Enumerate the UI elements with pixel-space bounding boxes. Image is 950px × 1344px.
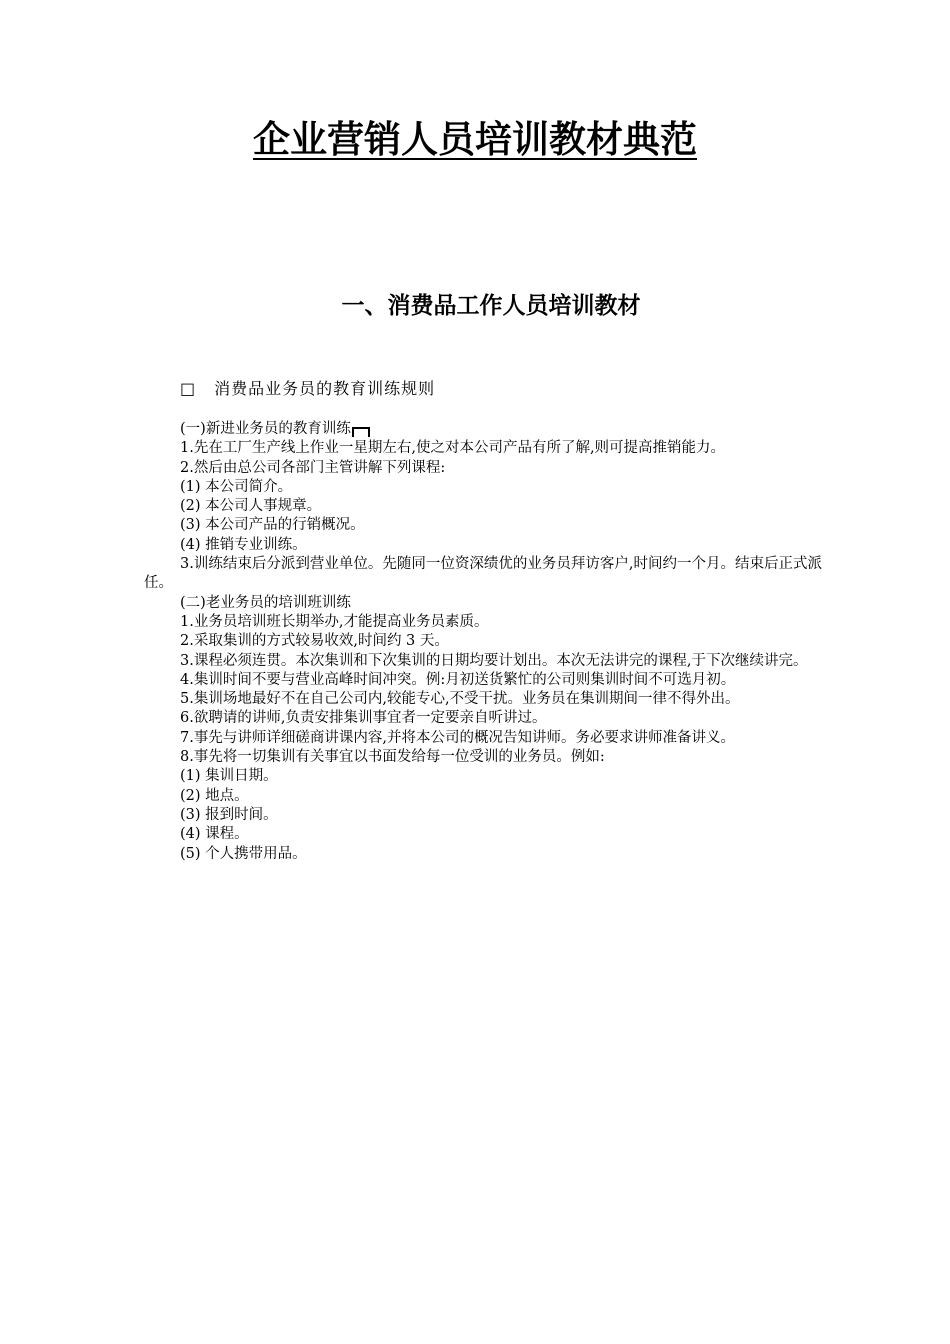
checkbox-square-icon: □: [180, 379, 197, 398]
paragraph: 1.先在工厂生产线上作业一星期左右,使之对本公司产品有所了解,则可提高推销能力。: [180, 440, 726, 457]
paragraph: 2.然后由总公司各部门主管讲解下列课程:: [180, 459, 446, 476]
paragraph: 1.业务员培训班长期举办,才能提高业务员素质。: [180, 613, 489, 630]
paragraph: 5.集训场地最好不在自己公司内,较能专心,不受干扰。业务员在集训期间一律不得外出。: [180, 691, 740, 708]
paragraph: 2.采取集训的方式较易收效,时间约 3 天。: [180, 633, 449, 650]
paragraph: 3.课程必须连贯。本次集训和下次集训的日期均要计划出。本次无法讲完的课程,于下次继续讲完。: [180, 652, 808, 669]
section-heading-text: 消费品业务员的教育训练规则: [214, 379, 436, 398]
list-item: (3) 报到时间。: [180, 806, 278, 823]
list-item: (5) 个人携带用品。: [180, 845, 307, 862]
paragraph-subheading-2: (二)老业务员的培训班训练: [180, 594, 351, 611]
list-item: (3) 本公司产品的行销概况。: [180, 517, 365, 534]
list-item: (1) 本公司简介。: [180, 478, 293, 495]
paragraph: 6.欲聘请的讲师,负责安排集训事宜者一定要亲自听讲过。: [180, 710, 547, 727]
list-item: (4) 推销专业训练。: [180, 536, 307, 553]
paragraph: 3.训练结束后分派到营业单位。先随同一位资深绩优的业务员拜访客户,时间约一个月。结束后正式派任。: [144, 556, 822, 592]
document-title: [0, 112, 950, 168]
section-heading: [180, 376, 435, 402]
paragraph: 8.事先将一切集训有关事宜以书面发给每一位受训的业务员。例如:: [180, 749, 605, 766]
chapter-title: 一、消费品工作人员培训教材: [341, 293, 641, 319]
list-item: (2) 本公司人事规章。: [180, 498, 322, 515]
list-item: (2) 地点。: [180, 787, 249, 804]
list-item: (1) 集训日期。: [180, 768, 278, 785]
cursor-mark-icon: [352, 427, 370, 437]
body-text: [144, 420, 824, 864]
list-item: (4) 课程。: [180, 826, 249, 843]
paragraph-subheading-1: (一)新进业务员的教育训练: [144, 420, 824, 439]
document-title-text: 企业营销人员培训教材典范: [253, 118, 697, 161]
paragraph: 4.集训时间不要与营业高峰时间冲突。例:月初送货繁忙的公司则集训时间不可选月初。: [180, 671, 736, 688]
paragraph: 7.事先与讲师详细磋商讲课内容,并将本公司的概况告知讲师。务必要求讲师准备讲义。: [180, 729, 735, 746]
